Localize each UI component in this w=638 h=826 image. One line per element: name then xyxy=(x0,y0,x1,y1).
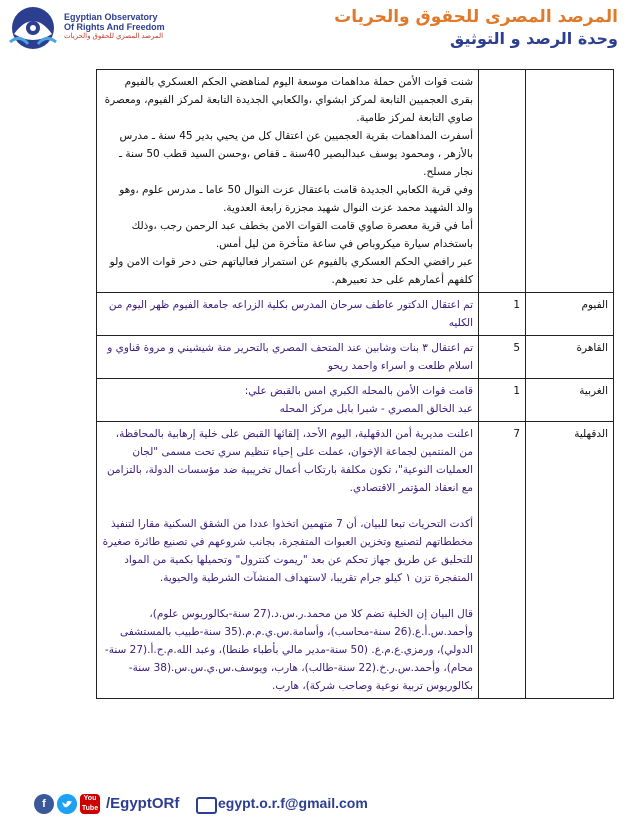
org-name-line1: Egyptian Observatory xyxy=(64,12,158,22)
arrests-table xyxy=(96,69,614,699)
arrests-table-body xyxy=(97,70,614,699)
description-cell xyxy=(97,293,479,336)
description-paragraph: شنت قوات الأمن حملة مداهمات موسعة اليوم لمناهضي الحكم العسكري بالفيوم بقرى العجميين التابعة لمركز ابشواي ،والكعابي الجديدة التابعة لمركز الفيوم، ومعصرة صاوي التابعة لمركز طامية. xyxy=(101,76,473,124)
count-cell xyxy=(479,70,526,293)
count-cell: 1 xyxy=(479,293,526,336)
description-paragraph: تم اعتقال ٣ بنات وشابين عند المتحف المصري بالتحرير منة شيشيني و مروة قناوي و اسلام طلعت و اسراء واحمد ريحو xyxy=(103,342,473,372)
page-footer xyxy=(0,790,638,820)
description-paragraph: عبر رافضي الحكم العسكري بالفيوم عن استمرار فعالياتهم حتى دحر قوات الامن ولو كلفهم أعمارهم على حد تعبيرهم. xyxy=(106,256,473,286)
governorate-cell: الغربية xyxy=(526,379,614,422)
description-paragraph: قال البيان إن الخلية تضم كلا من محمد.ر.س.د.(27 سنة-بكالوريوس علوم)، وأحمد.س.أ.ع.(26 سنة-محاسب)، وأسامة.س.ي.م.م.(35 سنة-طبيب بالمستشفى الدولي)، ورمزي.ع.م.ع. (50 سنة-مدير مالي بأطباء طنطا)، وعبد الله.م.ح.أ.(27 سنة-محام)، وأحمد.س.ر.خ.(22 سنة-طالب)، هارب، ويوسف.س.ي.س.س.(38 سنة-بكالوريوس تربية نوعية وصاحب شركة)، هارب. xyxy=(104,608,473,692)
twitter-icon[interactable] xyxy=(57,794,77,814)
youtube-icon[interactable] xyxy=(80,794,100,814)
description-cell xyxy=(97,70,479,293)
description-paragraph: أسفرت المداهمات بقرية العجميين عن اعتقال كل من يحيي بدير 45 سنة ـ مدرس بالأزهر ، ومحمود يوسف عبدالبصير 40سنة ـ قفاص ،وحسن السيد قطب 50 سنة ـ نجار مسلح. xyxy=(115,130,473,178)
page-subtitle: وحدة الرصد و التوثيق xyxy=(450,29,618,48)
table-row xyxy=(97,379,614,422)
org-name-line2: Of Rights And Freedom xyxy=(64,22,165,32)
social-handle-link[interactable]: /EgyptORf xyxy=(106,795,180,812)
observatory-logo-icon xyxy=(6,4,60,52)
youtube-label-top: You xyxy=(83,795,97,802)
governorate-cell: القاهرة xyxy=(526,336,614,379)
table-row xyxy=(97,70,614,293)
governorate-cell: الفيوم xyxy=(526,293,614,336)
description-cell xyxy=(97,336,479,379)
table-row xyxy=(97,293,614,336)
email-link[interactable]: egypt.o.r.f@gmail.com xyxy=(218,795,368,811)
description-paragraph: تم اعتقال الدكتور عاطف سرحان المدرس بكلية الزراعه جامعة الفيوم ظهر اليوم من الكليه xyxy=(105,299,473,329)
description-paragraph: قامت قوات الأمن بالمحله الكبري امس بالقبض علي: xyxy=(244,385,473,397)
header-title-block xyxy=(334,6,618,50)
facebook-icon[interactable]: f xyxy=(34,794,54,814)
page-header xyxy=(0,0,638,58)
description-paragraph: عبد الخالق المصري - شبرا بابل مركز المحله xyxy=(279,403,473,415)
description-paragraph: اعلنت مديرية أمن الدقهلية، اليوم الأحد، إلقائها القبض على خلية إرهابية بالمحافظة، من المنتمين لجماعة الإخوان، عملت على إحياء تنظيم سري تحت مسمى "لجان العمليات النوعية"، تكون مكلفة بارتكاب أعمال تخريبية ضد مؤسسات الدولة، بالتزامن مع انعقاد المؤتمر الاقتصادي. xyxy=(103,428,473,494)
table-row xyxy=(97,422,614,699)
youtube-label-bottom: Tube xyxy=(81,805,99,812)
description-paragraph: أكدت التحريات تبعا للبيان، أن 7 متهمين اتخذوا عددا من الشقق السكنية مقارا لتنفيذ مخططاتهم لتصنيع وتخزين العبوات المتفجرة، بجانب شروعهم في تصنيع طائرة صغيرة للتحليق عن طريق جهاز تحكم عن بعد "ريموت كنترول" وتحميلها بكمية من المواد المتفجرة تزن ١ كيلو جرام تقريبا، لاستهداف المنشآت الشرطية والحيوية. xyxy=(99,518,473,584)
governorate-cell xyxy=(526,70,614,293)
description-cell xyxy=(97,422,479,699)
count-cell: 5 xyxy=(479,336,526,379)
mail-icon xyxy=(196,797,217,814)
page-title: المرصد المصرى للحقوق والحريات xyxy=(334,7,618,27)
governorate-cell: الدقهلية xyxy=(526,422,614,699)
table-row xyxy=(97,336,614,379)
org-name-english xyxy=(64,12,214,42)
description-paragraph: أما في قرية معصرة صاوي قامت القوات الامن بخطف عبد الرحمن رجب ،وذلك باستخدام سيارة ميكروباص في ساعة متأخرة من ليل أمس. xyxy=(128,220,473,250)
description-paragraph: وفي قرية الكعابي الجديدة قامت باعتقال عزت النوال 50 عاما ـ مدرس علوم ،وهو والد الشهيد محمد عزت النوال شهيد مجزرة رابعة العدوية. xyxy=(115,184,473,214)
org-name-arabic-small: المرصد المصري للحقوق والحريات xyxy=(64,33,164,40)
count-cell: 7 xyxy=(479,422,526,699)
count-cell: 1 xyxy=(479,379,526,422)
description-cell xyxy=(97,379,479,422)
